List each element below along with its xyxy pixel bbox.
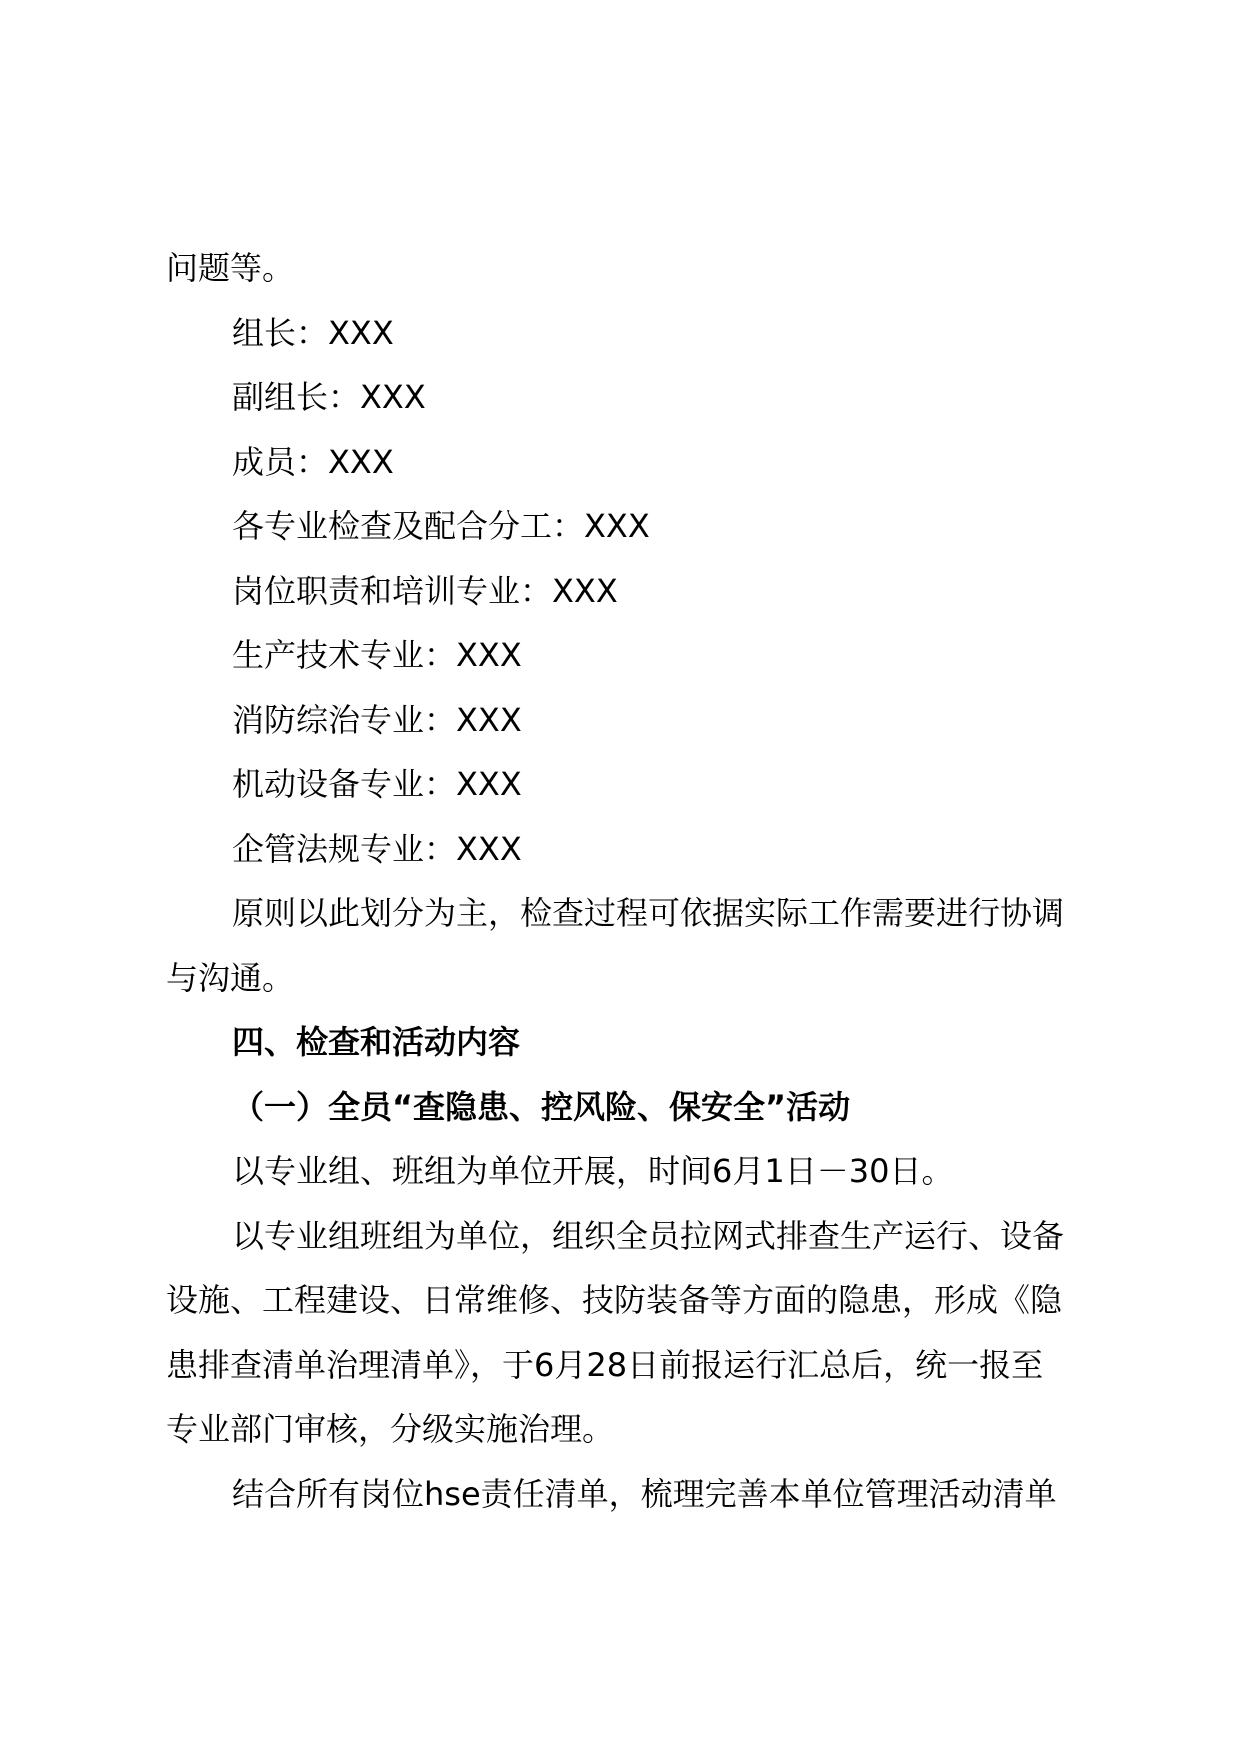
inspection-paragraph-line-2: 设施、工程建设、日常维修、技防装备等方面的隐患，形成《隐 — [166, 1281, 1063, 1319]
paragraph-continuation-line: 问题等。 — [166, 249, 295, 287]
section-heading-four: 四、检查和活动内容 — [232, 1023, 521, 1061]
members-line: 成员：XXX — [232, 442, 394, 481]
job-duties-training-line: 岗位职责和培训专业：XXX — [232, 571, 618, 610]
production-technology-line: 生产技术专业：XXX — [232, 636, 522, 674]
mechanical-equipment-line: 机动设备专业：XXX — [232, 765, 522, 803]
inspection-paragraph-line-4: 专业部门审核，分级实施治理。 — [166, 1410, 615, 1448]
principle-paragraph-line-1: 原则以此划分为主，检查过程可依据实际工作需要进行协调 — [232, 894, 1065, 932]
activity-schedule-line: 以专业组、班组为单位开展，时间6月1日－30日。 — [232, 1152, 954, 1190]
inspection-paragraph-line-1: 以专业组班组为单位，组织全员拉网式排查生产运行、设备 — [232, 1216, 1065, 1255]
division-of-work-line: 各专业检查及配合分工：XXX — [232, 507, 650, 545]
principle-paragraph-line-2: 与沟通。 — [166, 958, 295, 997]
inspection-paragraph-line-3: 患排查清单治理清单》，于6月28日前报运行汇总后，统一报至 — [166, 1345, 1044, 1384]
group-leader-line: 组长：XXX — [232, 313, 394, 352]
hse-paragraph-line-1: 结合所有岗位hse责任清单，梳理完善本单位管理活动清单 — [232, 1474, 1057, 1513]
management-regulations-line: 企管法规专业：XXX — [232, 829, 522, 868]
deputy-group-leader-line: 副组长：XXX — [232, 378, 426, 416]
fire-safety-line: 消防综治专业：XXX — [232, 700, 522, 739]
document-body — [166, 236, 1096, 1526]
subsection-heading-one: （一）全员“查隐患、控风险、保安全”活动 — [232, 1087, 851, 1126]
